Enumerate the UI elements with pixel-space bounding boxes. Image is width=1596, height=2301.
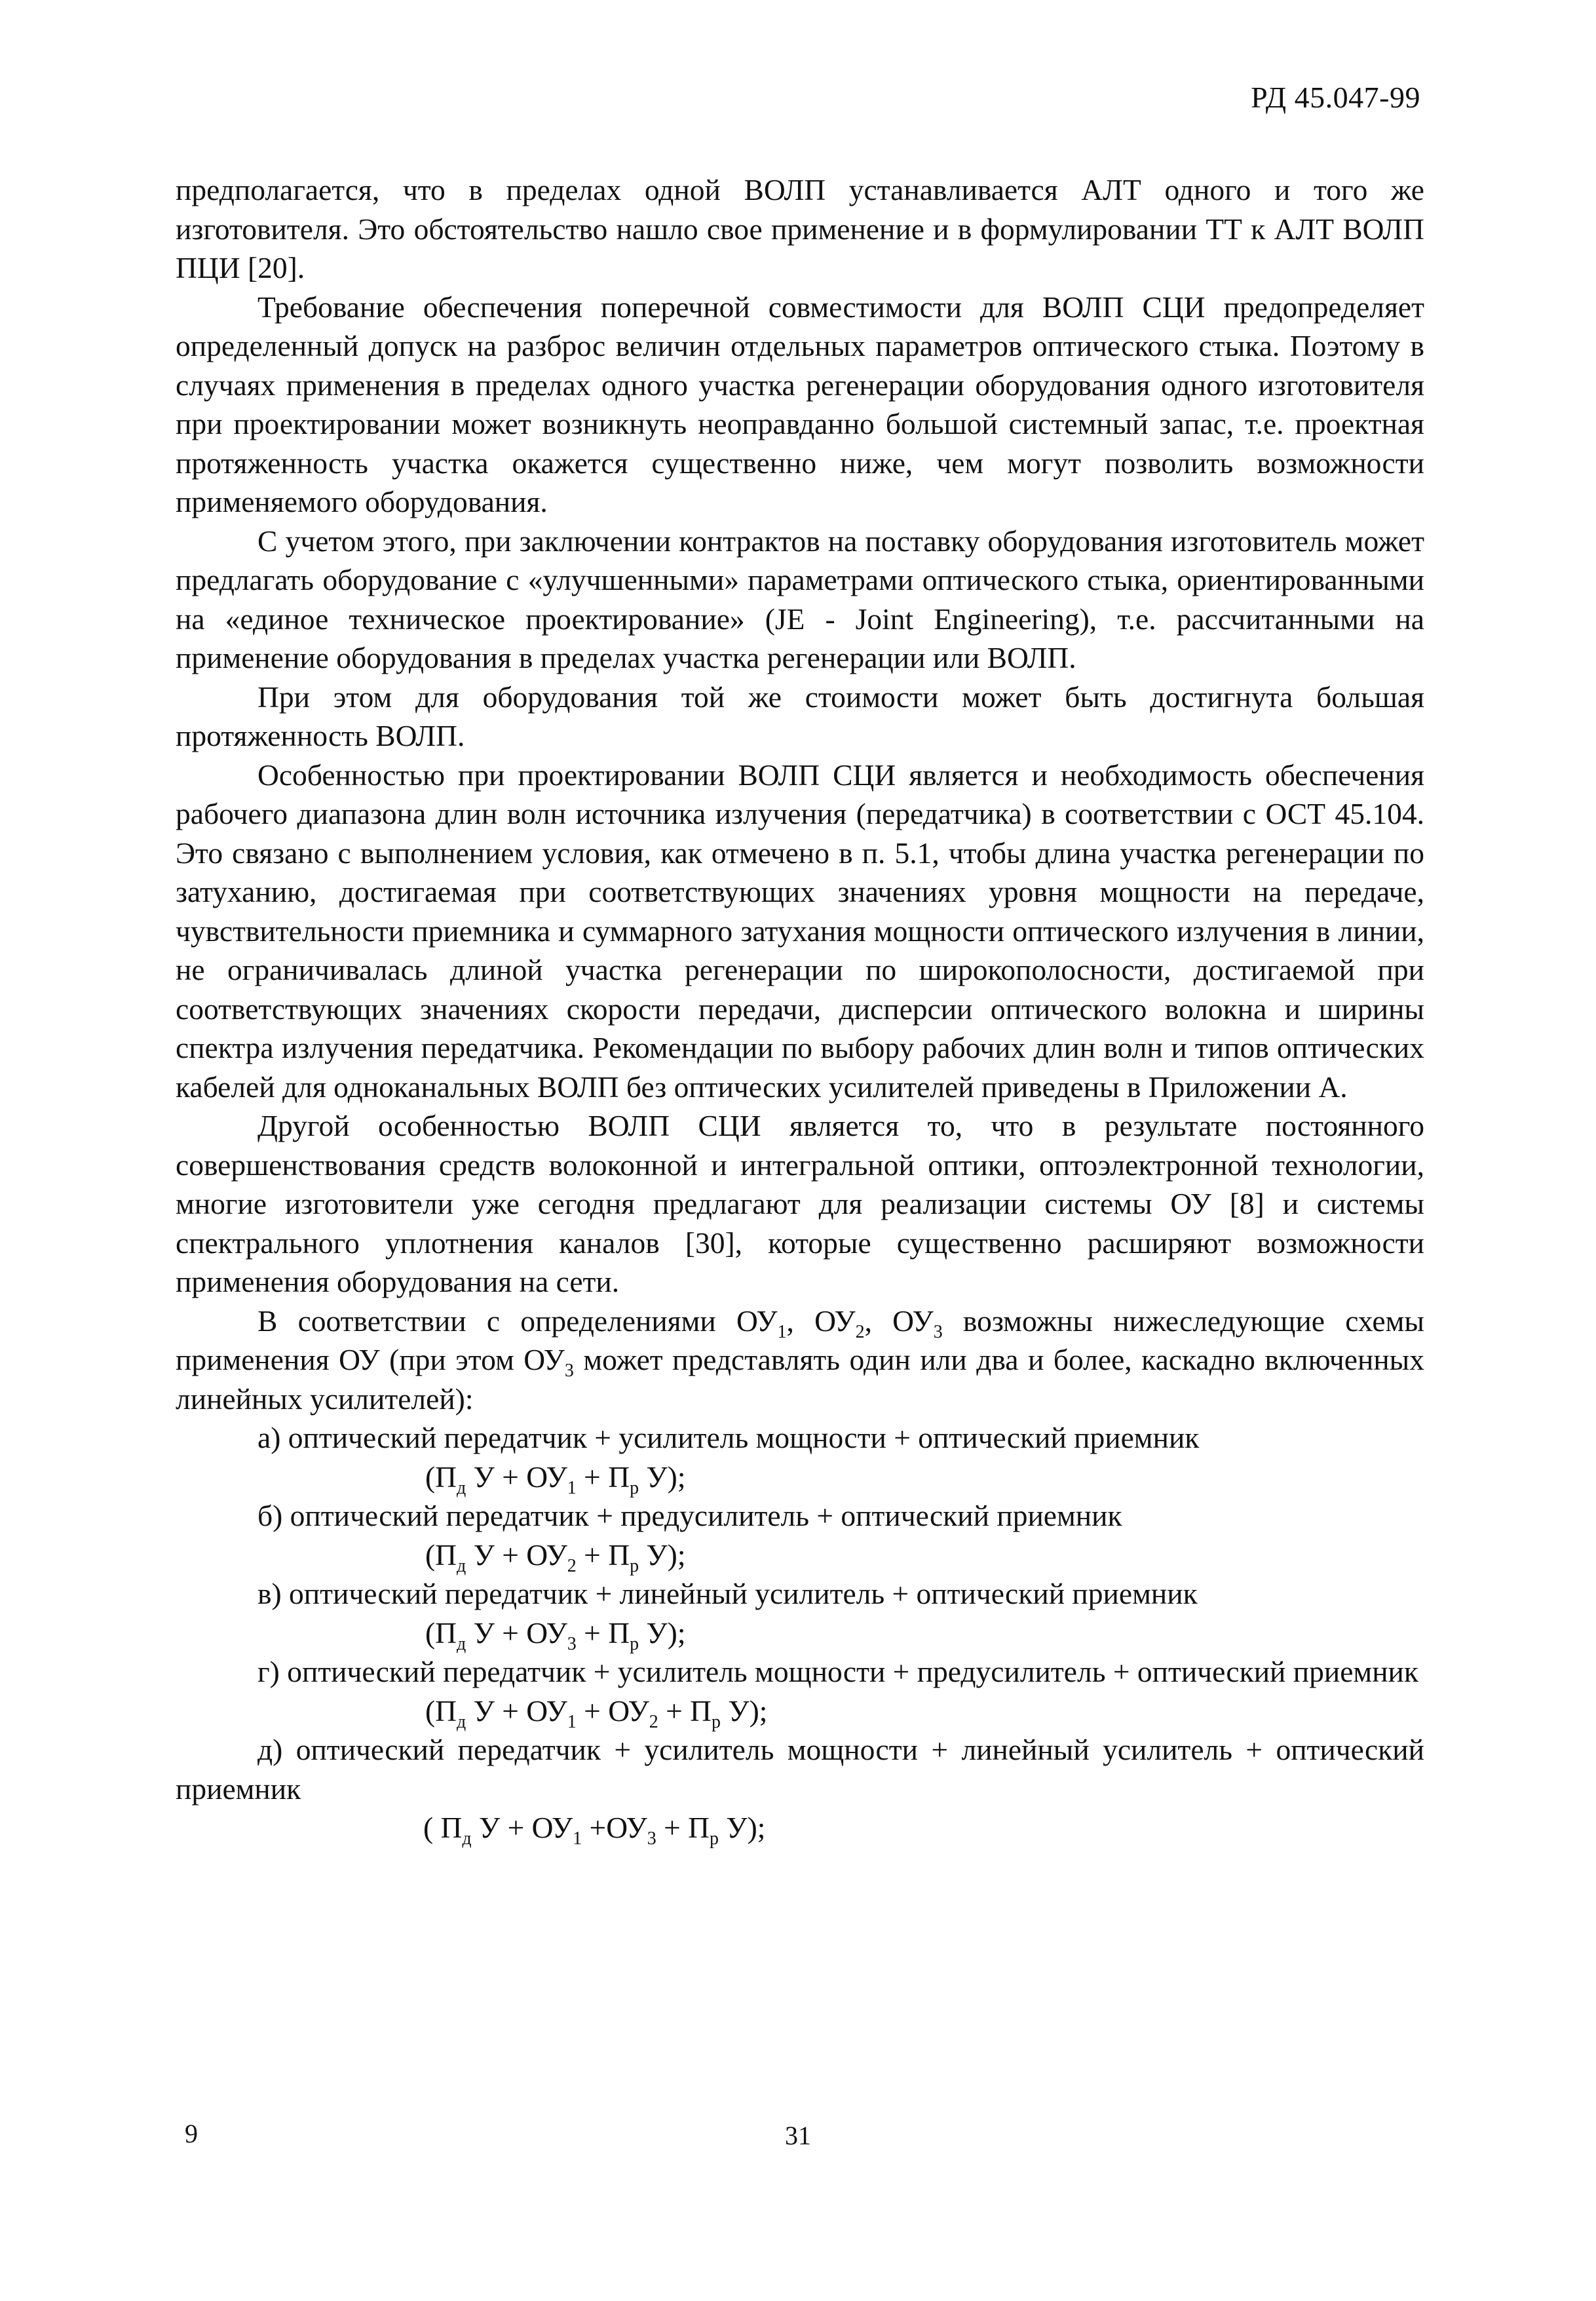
document-code: РД 45.047-99	[1251, 81, 1420, 114]
paragraph: Требование обеспечения поперечной совместимости для ВОЛП СЦИ предопределяет определенный допуск на разброс величин отдельных параметров оптического стыка. Поэтому в случаях применения в пределах одного участка регенерации оборудования одного изготовителя при проектировании может возникнуть неоправданно большой системный запас, т.е. проектная протяженность участка окажется существенно ниже, чем могут позволить возможности применяемого оборудования.	[176, 290, 1424, 518]
paragraph: Особенностью при проектировании ВОЛП СЦИ является и необходимость обеспечения рабочего диапазона длин волн источника излучения (передатчика) в соответствии с ОСТ 45.104. Это связано с выполнением условия, как отмечено в п. 5.1, чтобы длина участка регенерации по затуханию, достигаемая при соответствующих значениях уровня мощности на передаче, чувствительности приемника и суммарного затухания мощности оптического излучения в линии, не ограничивалась длиной участка регенерации по широкополосности, достигаемой при соответствующих значениях скорости передачи, дисперсии оптического волокна и ширины спектра излучения передатчика. Рекомендации по выбору рабочих длин волн и типов оптических кабелей для одноканальных ВОЛП без оптических усилителей приведены в Приложении А.	[176, 758, 1424, 1104]
footer-left-mark: 9	[185, 2119, 198, 2148]
paragraph: С учетом этого, при заключении контрактов на поставку оборудования изготовитель может предлагать оборудование с «улучшенными» параметрами оптического стыка, ориентированными на «единое техническое проектирование» (JE - Joint Engineering), т.е. рассчитанными на применение оборудования в пределах участка регенерации или ВОЛП.	[176, 524, 1424, 674]
paragraph: предполагается, что в пределах одной ВОЛП устанавливается АЛТ одного и того же изготовителя. Это обстоятельство нашло свое применение и в формулировании ТТ к АЛТ ВОЛП ПЦИ [20].	[176, 173, 1424, 284]
page-number: 31	[785, 2121, 811, 2150]
scheme-item-b: б) оптический передатчик + предусилитель + оптический приемник	[257, 1499, 1122, 1532]
scheme-item-v: в) оптический передатчик + линейный усилитель + оптический приемник	[257, 1577, 1198, 1610]
definitions-intro-paragraph: В соответствии с определениями $ОУ_1$, $ОУ_2$, $ОУ_3$ возможны нижеследующие схемы применения ОУ (при этом $ОУ_3$ может представлять один или два и более, каскадно включенных линейных усилителей):	[176, 1304, 1424, 1416]
scheme-formula-a: ($П_д$ $У + ОУ_1 + П_р$ У);	[425, 1460, 686, 1498]
scheme-item-d: д) оптический передатчик + усилитель мощности + линейный усилитель + оптический приемник	[176, 1733, 1424, 1806]
scheme-item-a: а) оптический передатчик + усилитель мощности + оптический приемник	[257, 1421, 1200, 1454]
scheme-formula-b: ($П_д$ $У + ОУ_2 + П_р$ У);	[425, 1537, 686, 1576]
paragraph: Другой особенностью ВОЛП СЦИ является то, что в результате постоянного совершенствования средств волоконной и интегральной оптики, оптоэлектронной технологии, многие изготовители уже сегодня предлагают для реализации системы ОУ [8] и системы спектрального уплотнения каналов [30], которые существенно расширяют возможности применения оборудования на сети.	[176, 1109, 1424, 1298]
page-body	[176, 170, 1424, 1847]
scheme-formula-g: ($П_д$ $У + ОУ_1 + ОУ_2 + П_р$ У);	[425, 1693, 768, 1732]
scheme-formula-d: ( $П_д$ $У + ОУ_1 +ОУ_3 + П_р$ У);	[423, 1811, 766, 1849]
scheme-formula-v: ($П_д$ $У + ОУ_3 + П_р$ У);	[425, 1615, 686, 1654]
paragraph: При этом для оборудования той же стоимости может быть достигнута большая протяженность ВОЛП.	[176, 680, 1424, 752]
scheme-item-g: г) оптический передатчик + усилитель мощности + предусилитель + оптический приемник	[257, 1655, 1419, 1688]
